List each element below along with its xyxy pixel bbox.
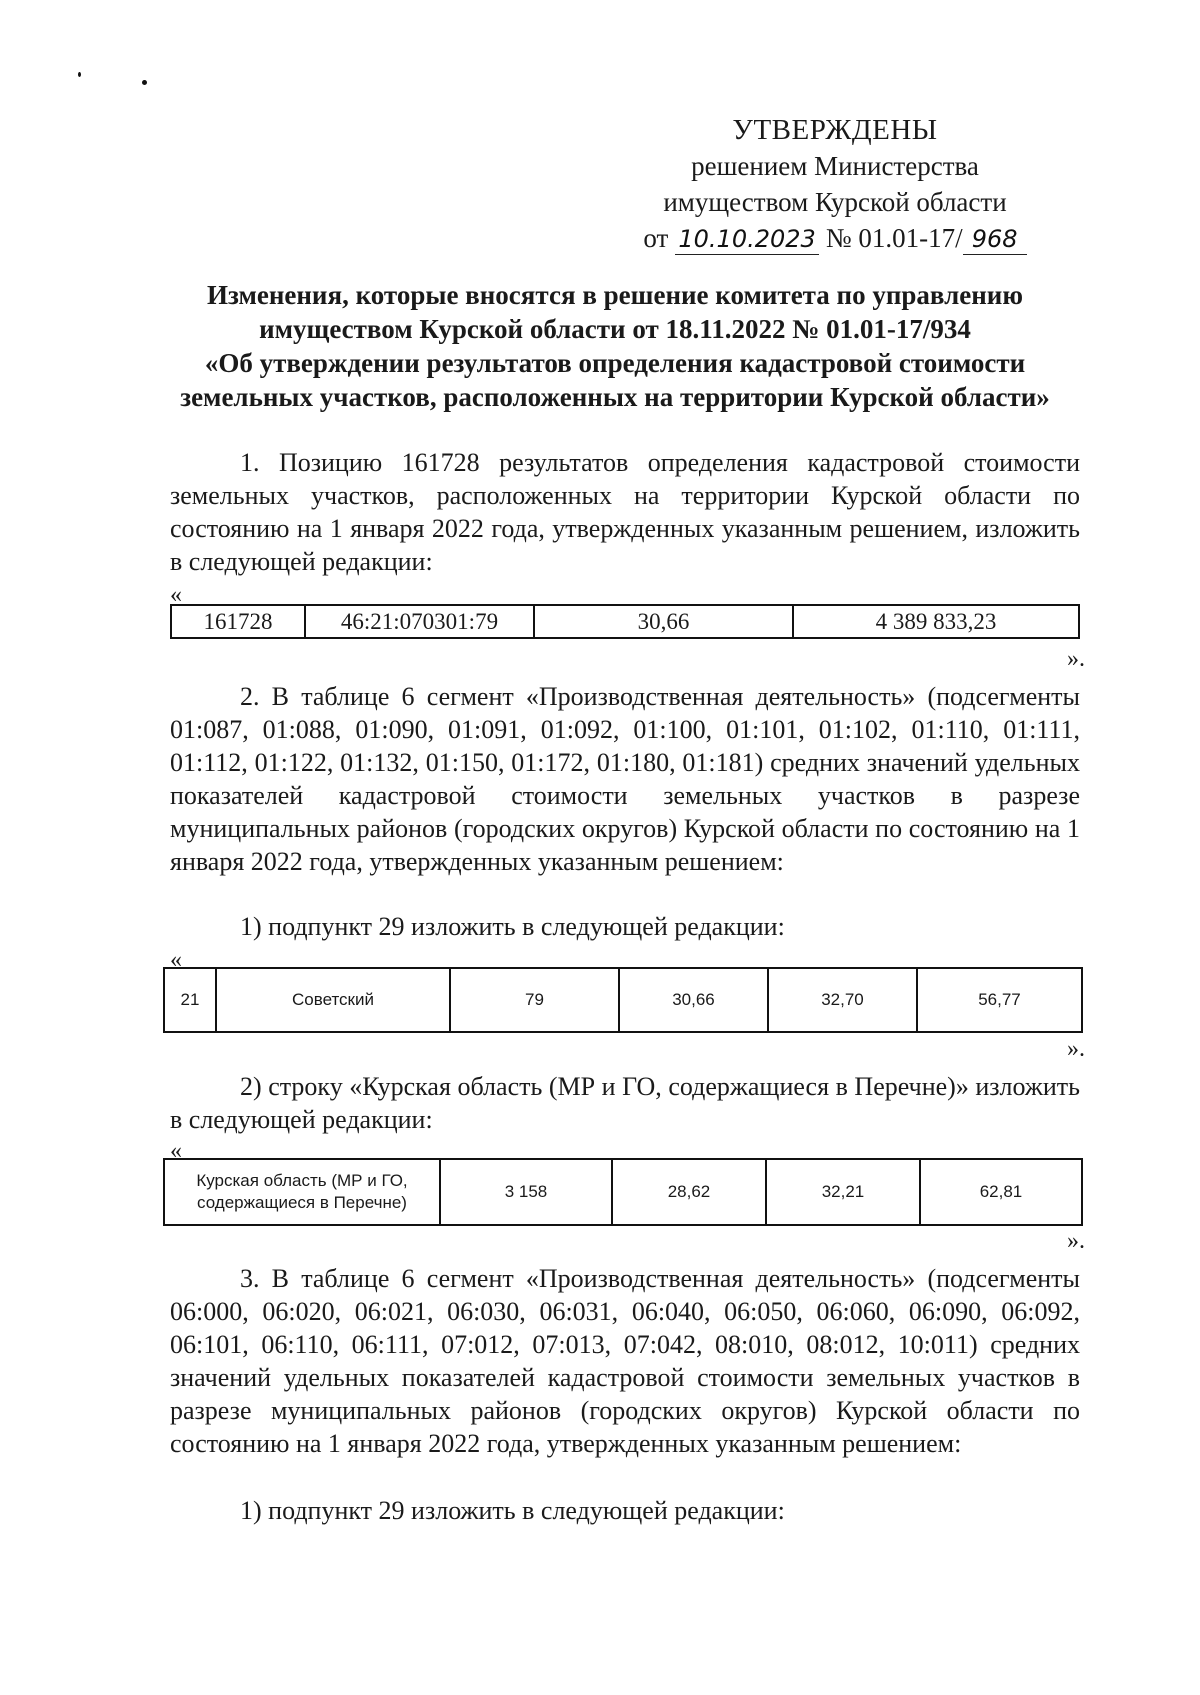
- cell-value-3: 62,81: [920, 1159, 1082, 1225]
- quote-open: «: [170, 1138, 182, 1164]
- paragraph-1: 1. Позицию 161728 результатов определения кадастровой стоимости земельных участков, расположенных на территории Курской области по состоянию на 1 января 2022 года, утвержденных указанным решением, изложить в следующей редакции:: [170, 448, 1080, 576]
- heading-line-2: имуществом Курской области от 18.11.2022 № 01.01-17/934: [259, 314, 971, 344]
- quote-close: ».: [1067, 1228, 1085, 1254]
- cell-plot-count: 3 158: [440, 1159, 612, 1225]
- region-name-line-1: Курская область (МР и ГО,: [196, 1171, 408, 1190]
- handwritten-date: 10.10.2023: [675, 224, 819, 255]
- paragraph-2-subitem-1: 1) подпункт 29 изложить в следующей редакции:: [240, 912, 785, 941]
- paragraph-2-subitem-2: 2) строку «Курская область (МР и ГО, содержащиеся в Перечне)» изложить в следующей редакции:: [170, 1072, 1080, 1134]
- table-row: [164, 968, 1082, 1032]
- cell-plot-count: 79: [450, 968, 619, 1032]
- approval-title: УТВЕРЖДЕНЫ: [732, 114, 938, 146]
- cell-value-2: 32,21: [766, 1159, 920, 1225]
- quote-close: ».: [1067, 646, 1085, 672]
- quote-open: «: [170, 947, 182, 973]
- table-kursk-region-row: [163, 1158, 1083, 1226]
- approval-date-number: [610, 220, 1060, 256]
- region-name-line-2: содержащиеся в Перечне): [197, 1193, 407, 1212]
- approval-line-2: имуществом Курской области: [663, 187, 1007, 217]
- paragraph-3: 3. В таблице 6 сегмент «Производственная деятельность» (подсегменты 06:000, 06:020, 06:021, 06:030, 06:031, 06:040, 06:050, 06:060, 06:090, 06:092, 06:101, 06:110, 06:111, 07:012, 07:013, 07:042, 08:010, 08:012, 10:011) средних значений удельных показателей кадастровой стоимости земельных участков в разрезе муниципальных районов (городских округов) Курской области по состоянию на 1 января 2022 года, утвержденных указанным решением:: [170, 1264, 1080, 1458]
- scan-speck: [142, 80, 147, 85]
- cell-value-2: 32,70: [768, 968, 917, 1032]
- cell-position-number: 161728: [171, 605, 305, 638]
- cell-value-1: 30,66: [619, 968, 768, 1032]
- quote-close: ».: [1067, 1036, 1085, 1062]
- cell-cadastral-number: 46:21:070301:79: [305, 605, 534, 638]
- heading-line-1: Изменения, которые вносятся в решение комитета по управлению: [206, 280, 1023, 310]
- cell-district-name: Советский: [216, 968, 450, 1032]
- cell-specific-rate: 30,66: [534, 605, 793, 638]
- approval-block: [610, 112, 1060, 256]
- cell-region-name: [164, 1159, 440, 1225]
- paragraph-2: 2. В таблице 6 сегмент «Производственная деятельность» (подсегменты 01:087, 01:088, 01:090, 01:091, 01:092, 01:100, 01:101, 01:102, 01:110, 01:111, 01:112, 01:122, 01:132, 01:150, 01:172, 01:180, 01:181) средних значений удельных показателей кадастровой стоимости земельных участков в разрезе муниципальных районов (городских округов) Курской области по состоянию на 1 января 2022 года, утвержденных указанным решением:: [170, 682, 1080, 876]
- from-label: от: [643, 223, 669, 253]
- quote-open: «: [170, 582, 182, 608]
- cell-row-number: 21: [164, 968, 216, 1032]
- handwritten-number: 968: [963, 224, 1027, 255]
- heading-line-4: земельных участков, расположенных на территории Курской области»: [180, 382, 1050, 412]
- scan-speck: [78, 72, 81, 77]
- document-heading: [150, 278, 1080, 414]
- number-label: № 01.01-17/: [825, 223, 963, 253]
- cell-value-1: 28,62: [612, 1159, 766, 1225]
- cell-value-3: 56,77: [917, 968, 1082, 1032]
- heading-line-3: «Об утверждении результатов определения кадастровой стоимости: [204, 348, 1026, 378]
- table-subitem-29: [163, 967, 1083, 1033]
- table-row: [171, 605, 1079, 638]
- approval-line-1: решением Министерства: [691, 151, 979, 181]
- cell-cadastral-value: 4 389 833,23: [793, 605, 1079, 638]
- table-row: [164, 1159, 1082, 1225]
- paragraph-3-subitem-1: 1) подпункт 29 изложить в следующей редакции:: [240, 1496, 785, 1525]
- table-position: [170, 604, 1080, 639]
